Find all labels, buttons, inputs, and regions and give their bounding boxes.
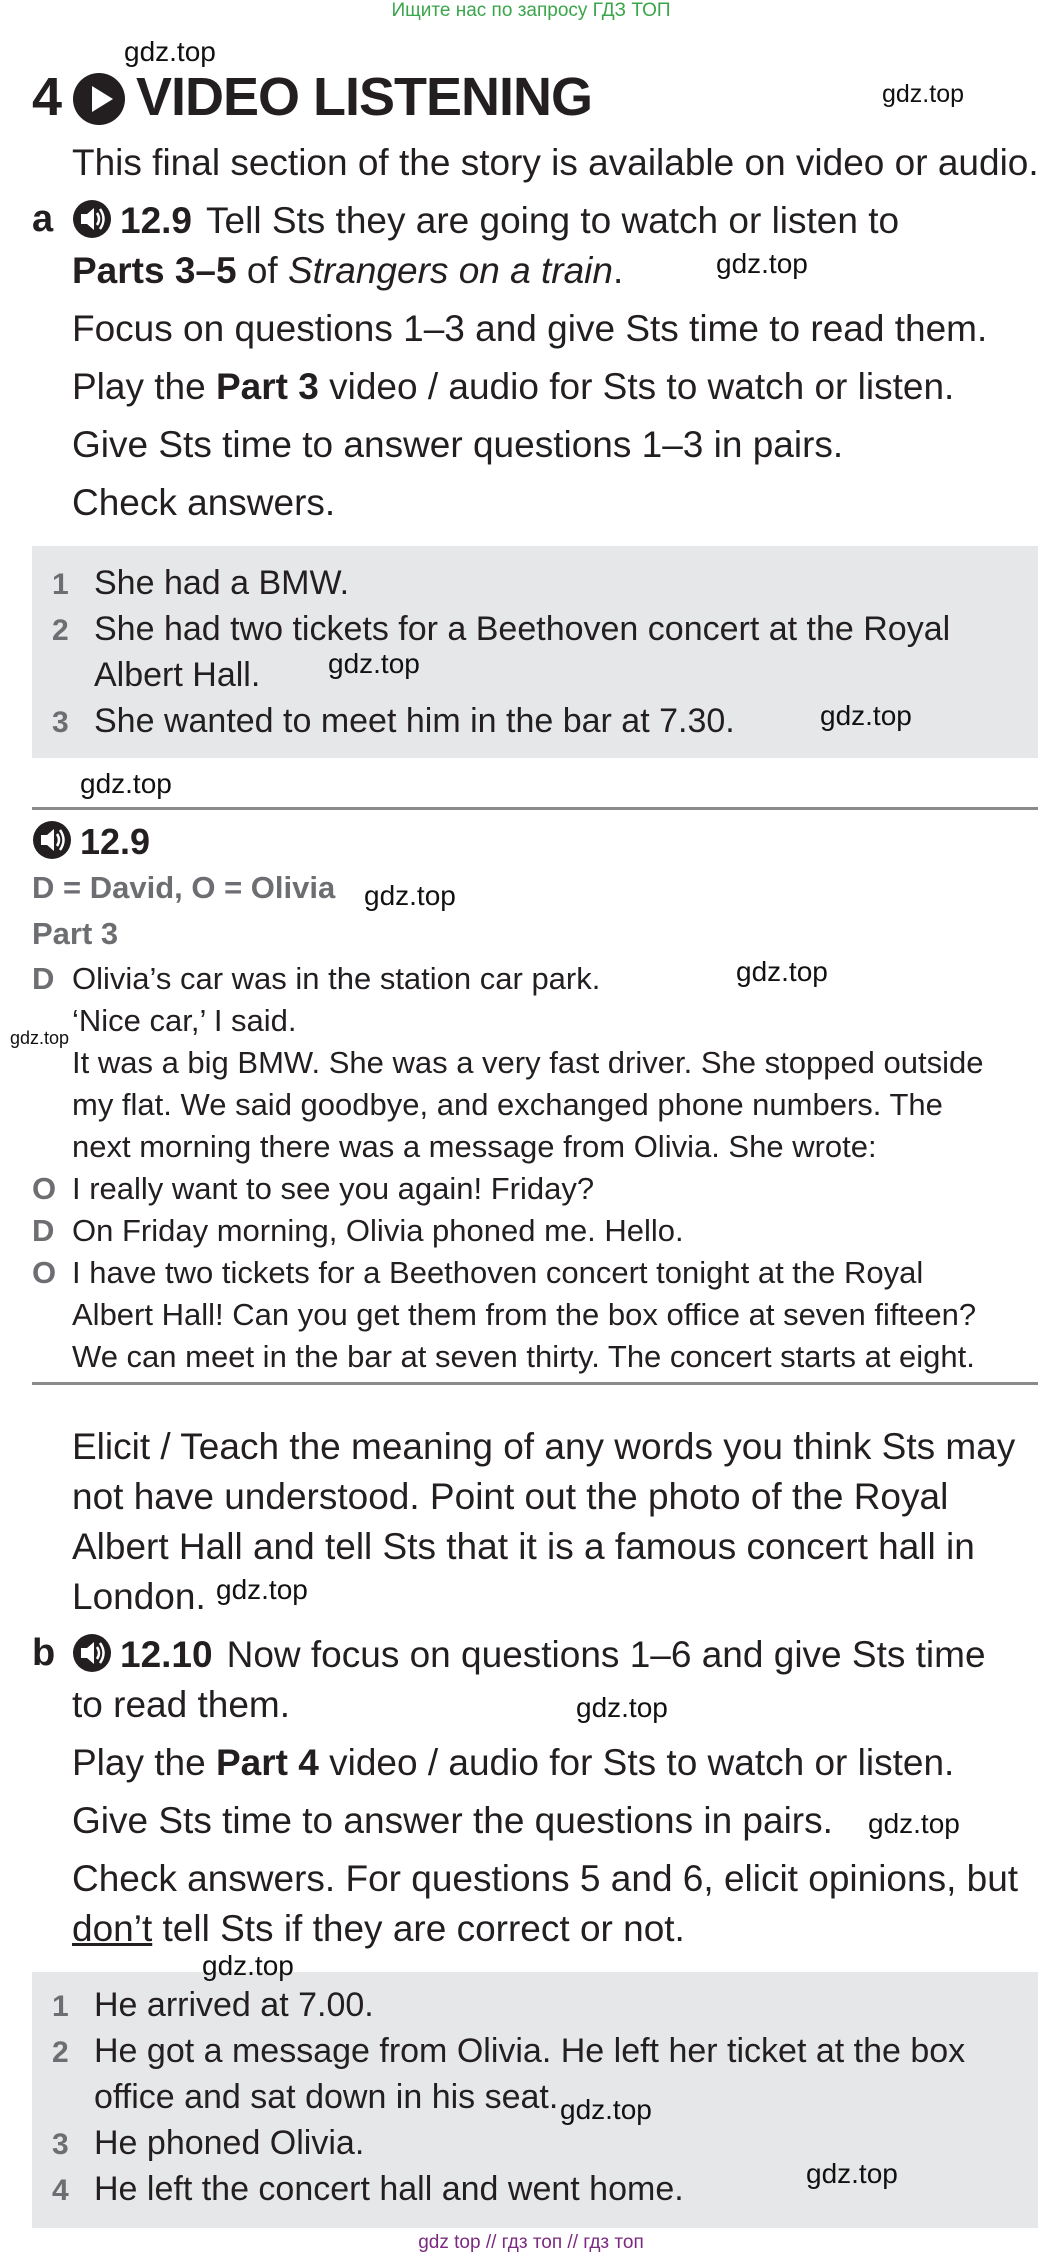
part-a-line-3: Focus on questions 1–3 and give Sts time to read them. [72,308,988,349]
audio-icon [72,1633,112,1673]
script-line-2: ‘Nice car,’ I said. [72,1003,297,1038]
watermark: gdz.top [364,880,456,911]
script-part: Part 3 [32,916,119,951]
part-a-line-6: Check answers. [72,482,336,523]
watermark: gdz.top [124,36,216,67]
part-b-line-5: Check answers. For questions 5 and 6, elicit opinions, but [72,1858,1019,1899]
play-icon [72,72,126,126]
part-a-line-4: Play the Part 3 video / audio for Sts to watch or listen. [72,366,955,407]
elicit-line-1: Elicit / Teach the meaning of any words you think Sts may [72,1426,1016,1467]
answer-a-1: 1 She had a BMW. [52,564,350,602]
watermark: gdz.top [328,648,420,679]
part-b-line-6: don’t tell Sts if they are correct or not. [72,1908,685,1949]
watermark: gdz.top [202,1950,294,1981]
script-line-5: next morning there was a message from Olivia. She wrote: [72,1129,877,1164]
part-a-line-2: Parts 3–5 of Strangers on a train. [72,250,624,291]
watermark: gdz.top [716,248,808,279]
part-b-line-1: 12.10 Now focus on questions 1–6 and give Sts time [72,1630,986,1680]
script-line-7: D On Friday morning, Olivia phoned me. Hello. [32,1213,684,1248]
script-line-8: O I have two tickets for a Beethoven concert tonight at the Royal [32,1255,924,1290]
part-b-track[interactable]: 12.10 [120,1634,213,1675]
audio-icon [32,820,72,860]
part-b-letter: b [32,1632,56,1674]
audio-icon [72,199,112,239]
script-line-9: Albert Hall! Can you get them from the box office at seven fifteen? [72,1297,977,1332]
elicit-line-2: not have understood. Point out the photo of the Royal [72,1476,949,1517]
part-a-track[interactable]: 12.9 [120,200,193,241]
section-title: VIDEO LISTENING [136,67,593,127]
elicit-line-3: Albert Hall and tell Sts that it is a famous concert hall in [72,1526,975,1567]
part-b-line-4: Give Sts time to answer the questions in pairs. [72,1800,833,1841]
answer-b-2: 2 He got a message from Olivia. He left her ticket at the box [52,2032,966,2070]
part-b-line-2: to read them. [72,1684,291,1725]
part-a-line-1: 12.9 Tell Sts they are going to watch or listen to [72,196,899,246]
script-line-1: D Olivia’s car was in the station car park. [32,961,601,996]
part-a-letter: a [32,198,54,240]
part-a-line-5: Give Sts time to answer questions 1–3 in pairs. [72,424,844,465]
answer-b-3: 3 He phoned Olivia. [52,2124,365,2162]
script-track[interactable]: 12.9 [80,821,151,862]
answer-a-2: 2 She had two tickets for a Beethoven concert at the Royal [52,610,951,648]
script-speakers: D = David, O = Olivia [32,870,336,905]
divider-bottom [32,1382,1038,1385]
elicit-line-4: London. [72,1576,206,1617]
watermark: gdz.top [868,1808,960,1839]
script-line-6: O I really want to see you again! Friday? [32,1171,595,1206]
watermark: gdz.top [736,956,828,987]
watermark: gdz.top [576,1692,668,1723]
watermark: gdz.top [882,80,965,108]
answer-a-3: 3 She wanted to meet him in the bar at 7.30. [52,702,735,740]
watermark: gdz.top [820,700,912,731]
watermark: gdz.top [216,1574,308,1605]
answer-b-2-cont: office and sat down in his seat. [94,2078,559,2116]
script-heading [32,820,150,863]
answer-a-2-cont: Albert Hall. [94,656,261,694]
answer-b-1: 1 He arrived at 7.00. [52,1986,374,2024]
watermark: gdz.top [80,768,172,799]
answer-b-4: 4 He left the concert hall and went home. [52,2170,684,2208]
script-line-10: We can meet in the bar at seven thirty. The concert starts at eight. [72,1339,975,1374]
section-intro: This final section of the story is available on video or audio. [72,142,1039,183]
script-line-4: my flat. We said goodbye, and exchanged phone numbers. The [72,1087,943,1122]
watermark: gdz.top [806,2158,898,2189]
watermark: gdz.top [10,1028,70,1048]
part-b-line-3: Play the Part 4 video / audio for Sts to watch or listen. [72,1742,955,1783]
top-watermark-link[interactable]: Ищите нас по запросу ГДЗ ТОП [391,0,671,21]
watermark: gdz.top [560,2094,652,2125]
divider-top [32,807,1038,810]
bottom-watermark-link[interactable]: gdz top // гдз топ // гдз топ [418,2232,644,2253]
script-line-3: It was a big BMW. She was a very fast driver. She stopped outside [72,1045,984,1080]
section-number: 4 [32,67,63,127]
